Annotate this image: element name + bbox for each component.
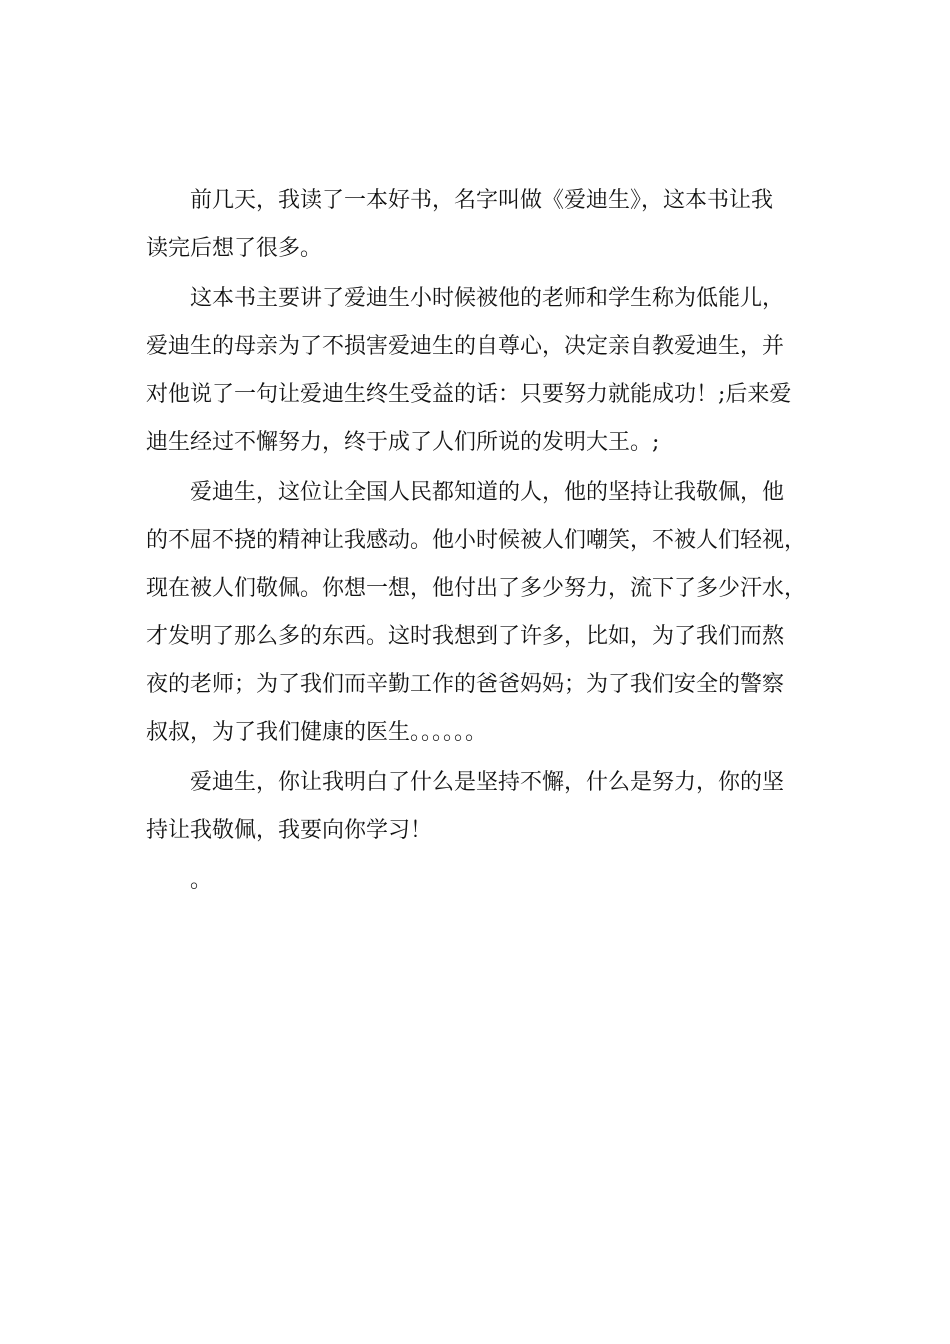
paragraph-3 — [146, 469, 836, 757]
paragraph-2 — [146, 275, 836, 467]
paragraph-5-line-1: 。 — [190, 868, 213, 893]
paragraph-3-line-6: 叔叔，为了我们健康的医生。。。。。。 — [146, 720, 488, 745]
paragraph-1-line-2: 读完后想了很多。 — [146, 236, 323, 261]
document-body — [146, 177, 836, 907]
paragraph-3-line-4: 才发明了那么多的东西。这时我想到了许多，比如，为了我们而熬 — [146, 624, 785, 649]
paragraph-3-line-3: 现在被人们敬佩。你想一想，他付出了多少努力，流下了多少汗水， — [146, 576, 807, 601]
paragraph-2-line-4: 迪生经过不懈努力，终于成了人们所说的发明大王。; — [146, 430, 660, 455]
paragraph-1 — [146, 177, 836, 273]
paragraph-4 — [146, 759, 836, 855]
paragraph-5 — [146, 857, 836, 905]
paragraph-2-line-1: 这本书主要讲了爱迪生小时候被他的老师和学生称为低能儿， — [190, 286, 785, 311]
paragraph-4-line-2: 持让我敬佩，我要向你学习！ — [146, 818, 433, 843]
paragraph-1-line-1: 前几天，我读了一本好书，名字叫做《爱迪生》，这本书让我 — [190, 188, 774, 213]
paragraph-4-line-1: 爱迪生，你让我明白了什么是坚持不懈，什么是努力，你的坚 — [190, 770, 785, 795]
paragraph-2-line-3: 对他说了一句让爱迪生终生受益的话：只要努力就能成功！;后来爱 — [146, 382, 792, 407]
paragraph-3-line-2: 的不屈不挠的精神让我感动。他小时候被人们嘲笑，不被人们轻视， — [146, 528, 807, 553]
paragraph-2-line-2: 爱迪生的母亲为了不损害爱迪生的自尊心，决定亲自教爱迪生，并 — [146, 334, 785, 359]
paragraph-3-line-5: 夜的老师；为了我们而辛勤工作的爸爸妈妈；为了我们安全的警察 — [146, 672, 785, 697]
paragraph-3-line-1: 爱迪生，这位让全国人民都知道的人，他的坚持让我敬佩，他 — [190, 480, 785, 505]
